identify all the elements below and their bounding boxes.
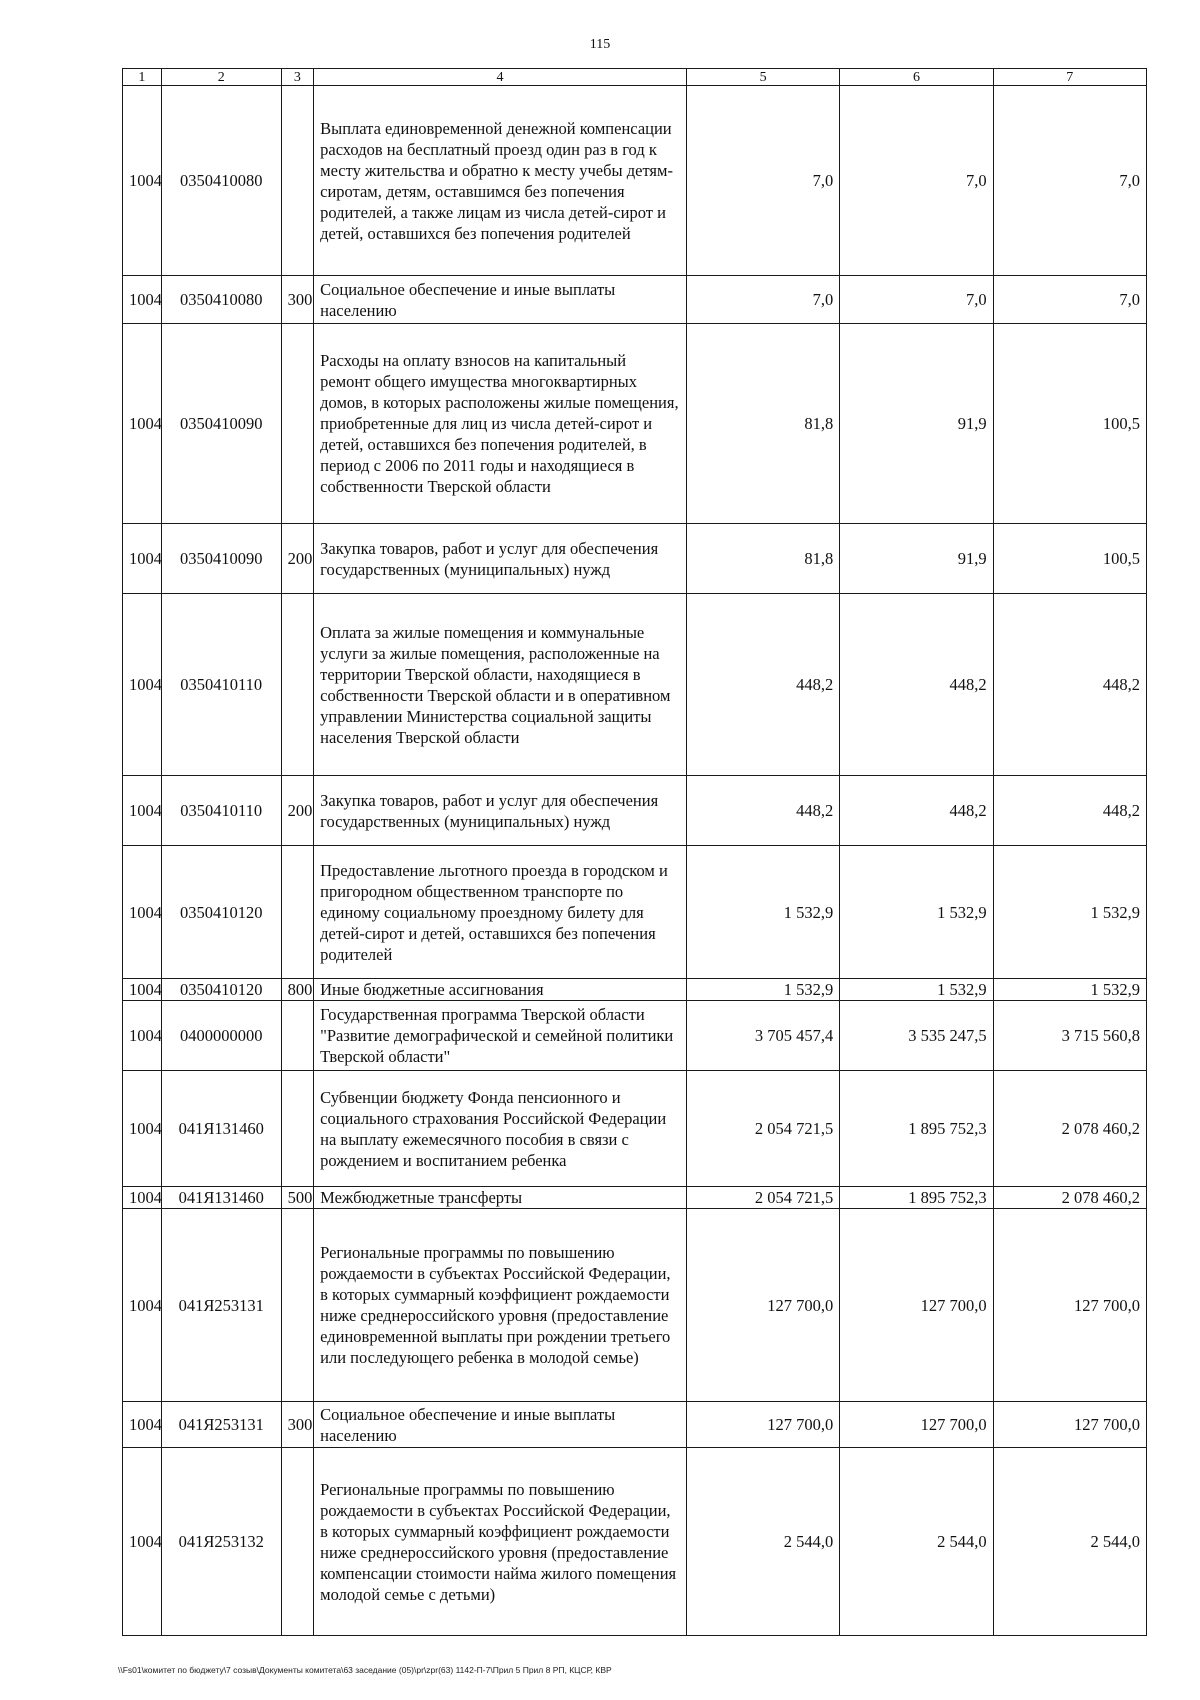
section-code: 1004	[123, 1448, 162, 1636]
amount-col6: 448,2	[840, 594, 993, 776]
page-number: 115	[589, 37, 611, 52]
section-code: 1004	[123, 979, 162, 1001]
item-description: Закупка товаров, работ и услуг для обеспечения государственных (муниципальных) нужд	[314, 776, 687, 846]
expense-type-code	[281, 324, 314, 524]
item-description: Выплата единовременной денежной компенсации расходов на бесплатный проезд один раз в год к месту жительства и обратно к месту учебы детям-сиротам, детям, оставшимся без попечения родителей, а также лицам из числа детей-сирот и детей, оставшихся без попечения родителей	[314, 86, 687, 276]
amount-col5: 3 705 457,4	[686, 1001, 839, 1071]
table-row	[123, 1187, 1147, 1209]
amount-col6: 3 535 247,5	[840, 1001, 993, 1071]
expense-type-code: 200	[281, 524, 314, 594]
target-article-code: 0350410110	[161, 594, 281, 776]
amount-col5: 2 544,0	[686, 1448, 839, 1636]
expense-type-code: 200	[281, 776, 314, 846]
amount-col5: 448,2	[686, 594, 839, 776]
target-article-code: 0350410080	[161, 86, 281, 276]
table-row	[123, 324, 1147, 524]
expense-type-code: 800	[281, 979, 314, 1001]
table-row	[123, 594, 1147, 776]
item-description: Региональные программы по повышению рождаемости в субъектах Российской Федерации, в которых суммарный коэффициент рождаемости ниже среднероссийского уровня (предоставление единовременной выплаты при рождении третьего или последующего ребенка в молодой семье)	[314, 1209, 687, 1402]
amount-col7: 2 078 460,2	[993, 1071, 1146, 1187]
item-description: Социальное обеспечение и иные выплаты населению	[314, 1402, 687, 1448]
amount-col6: 448,2	[840, 776, 993, 846]
table-row	[123, 979, 1147, 1001]
expense-type-code: 500	[281, 1187, 314, 1209]
footer-file-path: \\Fs01\комитет по бюджету\7 созыв\Документы комитета\63 заседание (05)\pr\zpr(63) 1142-П-7\Прил 5 Прил 8 РП, КЦСР, КВР	[118, 1665, 612, 1675]
amount-col5: 448,2	[686, 776, 839, 846]
item-description: Региональные программы по повышению рождаемости в субъектах Российской Федерации, в которых суммарный коэффициент рождаемости ниже среднероссийского уровня (предоставление компенсации стоимости найма жилого помещения молодой семье с детьми)	[314, 1448, 687, 1636]
target-article-code: 0350410090	[161, 324, 281, 524]
item-description: Закупка товаров, работ и услуг для обеспечения государственных (муниципальных) нужд	[314, 524, 687, 594]
section-code: 1004	[123, 324, 162, 524]
section-code: 1004	[123, 1187, 162, 1209]
target-article-code: 041Я253131	[161, 1209, 281, 1402]
section-code: 1004	[123, 86, 162, 276]
expense-type-code	[281, 1448, 314, 1636]
target-article-code: 0350410110	[161, 776, 281, 846]
expense-type-code: 300	[281, 276, 314, 324]
column-header: 1	[123, 69, 162, 86]
amount-col6: 127 700,0	[840, 1402, 993, 1448]
table-row	[123, 1071, 1147, 1187]
column-header: 3	[281, 69, 314, 86]
expense-type-code	[281, 1071, 314, 1187]
target-article-code: 0400000000	[161, 1001, 281, 1071]
amount-col7: 448,2	[993, 776, 1146, 846]
amount-col6: 91,9	[840, 524, 993, 594]
section-code: 1004	[123, 846, 162, 979]
target-article-code: 0350410120	[161, 846, 281, 979]
column-header: 5	[686, 69, 839, 86]
table-row	[123, 1448, 1147, 1636]
item-description: Оплата за жилые помещения и коммунальные услуги за жилые помещения, расположенные на территории Тверской области, находящиеся в собственности Тверской области и в оперативном управлении Министерства социальной защиты населения Тверской области	[314, 594, 687, 776]
table-row	[123, 1209, 1147, 1402]
table-row	[123, 86, 1147, 276]
amount-col7: 448,2	[993, 594, 1146, 776]
target-article-code: 041Я131460	[161, 1071, 281, 1187]
target-article-code: 041Я131460	[161, 1187, 281, 1209]
item-description: Предоставление льготного проезда в городском и пригородном общественном транспорте по единому социальному проездному билету для детей-сирот и детей, оставшихся без попечения родителей	[314, 846, 687, 979]
amount-col7: 3 715 560,8	[993, 1001, 1146, 1071]
amount-col7: 100,5	[993, 524, 1146, 594]
table-row	[123, 524, 1147, 594]
item-description: Социальное обеспечение и иные выплаты населению	[314, 276, 687, 324]
amount-col5: 1 532,9	[686, 979, 839, 1001]
table-row	[123, 1001, 1147, 1071]
amount-col6: 127 700,0	[840, 1209, 993, 1402]
expense-type-code	[281, 1209, 314, 1402]
table-row	[123, 846, 1147, 979]
section-code: 1004	[123, 776, 162, 846]
target-article-code: 0350410090	[161, 524, 281, 594]
section-code: 1004	[123, 1001, 162, 1071]
amount-col6: 7,0	[840, 86, 993, 276]
amount-col7: 100,5	[993, 324, 1146, 524]
item-description: Расходы на оплату взносов на капитальный ремонт общего имущества многоквартирных домов, в которых расположены жилые помещения, приобретенные для лиц из числа детей-сирот и детей, оставшихся без попечения родителей, в период с 2006 по 2011 годы и находящиеся в собственности Тверской области	[314, 324, 687, 524]
amount-col7: 127 700,0	[993, 1209, 1146, 1402]
amount-col6: 91,9	[840, 324, 993, 524]
amount-col6: 1 532,9	[840, 979, 993, 1001]
amount-col5: 2 054 721,5	[686, 1071, 839, 1187]
amount-col7: 1 532,9	[993, 979, 1146, 1001]
target-article-code: 041Я253132	[161, 1448, 281, 1636]
budget-table	[122, 68, 1147, 1636]
section-code: 1004	[123, 1209, 162, 1402]
amount-col7: 7,0	[993, 276, 1146, 324]
amount-col5: 81,8	[686, 324, 839, 524]
amount-col6: 2 544,0	[840, 1448, 993, 1636]
amount-col7: 2 544,0	[993, 1448, 1146, 1636]
amount-col5: 2 054 721,5	[686, 1187, 839, 1209]
expense-type-code	[281, 594, 314, 776]
column-header: 7	[993, 69, 1146, 86]
amount-col6: 1 532,9	[840, 846, 993, 979]
expense-type-code: 300	[281, 1402, 314, 1448]
amount-col7: 1 532,9	[993, 846, 1146, 979]
section-code: 1004	[123, 524, 162, 594]
item-description: Государственная программа Тверской области "Развитие демографической и семейной политики Тверской области"	[314, 1001, 687, 1071]
item-description: Субвенции бюджету Фонда пенсионного и социального страхования Российской Федерации на выплату ежемесячного пособия в связи с рождением и воспитанием ребенка	[314, 1071, 687, 1187]
section-code: 1004	[123, 276, 162, 324]
amount-col7: 2 078 460,2	[993, 1187, 1146, 1209]
item-description: Межбюджетные трансферты	[314, 1187, 687, 1209]
table-row	[123, 776, 1147, 846]
amount-col7: 7,0	[993, 86, 1146, 276]
column-number-row	[123, 69, 1147, 86]
amount-col5: 1 532,9	[686, 846, 839, 979]
target-article-code: 0350410080	[161, 276, 281, 324]
expense-type-code	[281, 1001, 314, 1071]
expense-type-code	[281, 846, 314, 979]
amount-col6: 1 895 752,3	[840, 1187, 993, 1209]
amount-col5: 127 700,0	[686, 1209, 839, 1402]
section-code: 1004	[123, 1402, 162, 1448]
expense-type-code	[281, 86, 314, 276]
amount-col7: 127 700,0	[993, 1402, 1146, 1448]
column-header: 4	[314, 69, 687, 86]
amount-col6: 7,0	[840, 276, 993, 324]
section-code: 1004	[123, 594, 162, 776]
amount-col5: 81,8	[686, 524, 839, 594]
item-description: Иные бюджетные ассигнования	[314, 979, 687, 1001]
amount-col5: 7,0	[686, 276, 839, 324]
amount-col6: 1 895 752,3	[840, 1071, 993, 1187]
target-article-code: 041Я253131	[161, 1402, 281, 1448]
target-article-code: 0350410120	[161, 979, 281, 1001]
column-header: 6	[840, 69, 993, 86]
table-row	[123, 276, 1147, 324]
amount-col5: 127 700,0	[686, 1402, 839, 1448]
column-header: 2	[161, 69, 281, 86]
amount-col5: 7,0	[686, 86, 839, 276]
table-row	[123, 1402, 1147, 1448]
section-code: 1004	[123, 1071, 162, 1187]
